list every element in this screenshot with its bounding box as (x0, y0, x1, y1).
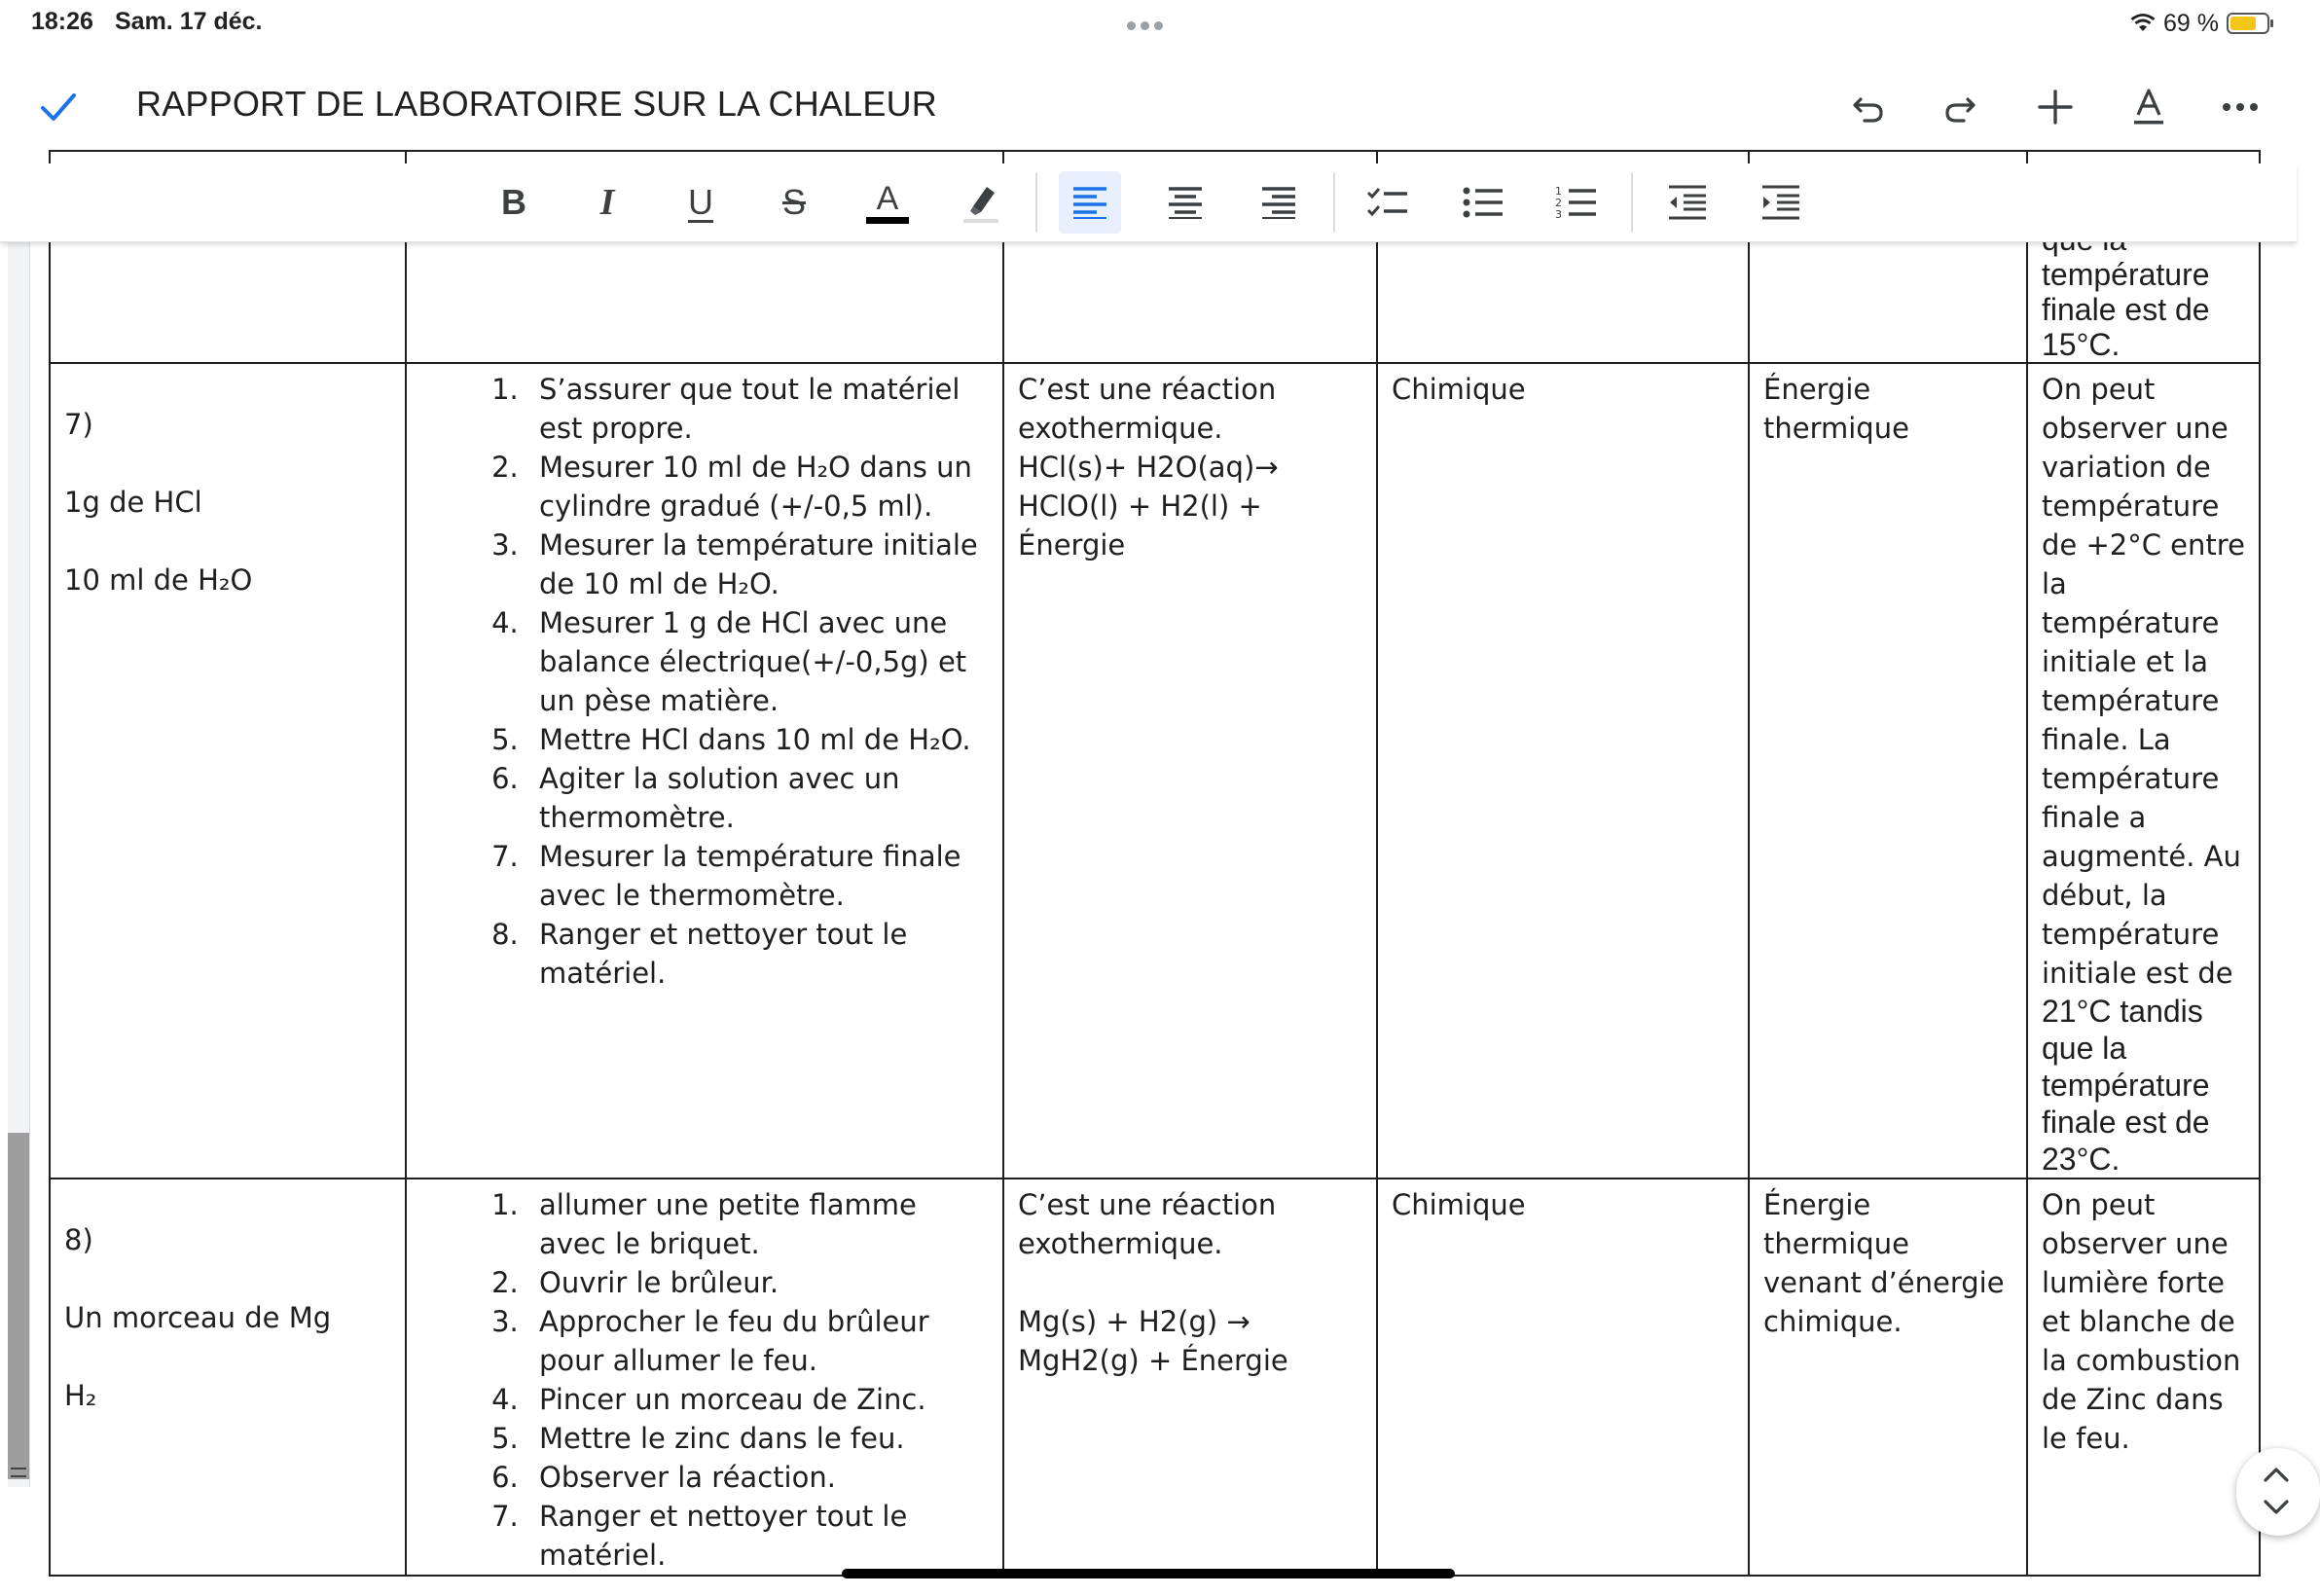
wifi-icon (2130, 14, 2156, 33)
decrease-indent-button[interactable] (1656, 171, 1719, 234)
energy-cell[interactable] (1749, 363, 2027, 1179)
reaction-cell[interactable] (1003, 1179, 1377, 1576)
multitasking-dots-icon[interactable] (1127, 18, 1170, 27)
strikethrough-icon: S (781, 182, 806, 222)
row-number: 7) (64, 408, 93, 441)
align-center-button[interactable] (1154, 171, 1216, 234)
chevron-up-icon[interactable] (2262, 1466, 2291, 1483)
plus-icon (2036, 88, 2075, 127)
material-item: 10 ml de H₂O (64, 563, 253, 597)
vertical-ruler (8, 241, 30, 1487)
decrease-indent-icon (1666, 184, 1709, 221)
material-item: H₂ (64, 1379, 97, 1412)
chevron-down-icon[interactable] (2262, 1499, 2291, 1516)
bulleted-list-icon (1462, 185, 1504, 220)
svg-text:1: 1 (1555, 185, 1562, 198)
align-left-button[interactable] (1059, 171, 1121, 234)
list-item: 6. Agiter la solution avec un thermomètre. (527, 759, 989, 837)
reaction-text: C’est une réaction exothermique. (1018, 1188, 1277, 1260)
redo-button[interactable] (1933, 80, 1987, 134)
toolbar-separator (1631, 173, 1633, 232)
doc-header (0, 47, 2297, 163)
increase-indent-icon (1759, 184, 1802, 221)
checklist-button[interactable] (1357, 171, 1419, 234)
align-right-icon (1259, 185, 1298, 220)
undo-icon (1849, 88, 1888, 127)
observation-text: On peut observer une lumière forte et blanche de la combustion de Zinc dans le feu. (2042, 1188, 2241, 1455)
highlight-icon (958, 179, 1004, 226)
energy-cell[interactable] (1749, 1179, 2027, 1576)
reaction-type: Chimique (1392, 373, 1526, 406)
battery-icon (2227, 13, 2269, 34)
ruler-handle-icon[interactable] (11, 1468, 26, 1477)
status-bar (0, 0, 2297, 47)
underline-button[interactable] (670, 171, 732, 234)
bold-button[interactable] (483, 171, 545, 234)
highlight-button[interactable] (950, 171, 1012, 234)
align-left-icon (1070, 185, 1109, 220)
table-row (50, 363, 2260, 1179)
steps-list (420, 370, 989, 993)
battery-percent: 69 % (2163, 9, 2219, 37)
lab-table (49, 150, 2261, 1577)
document-canvas[interactable] (0, 241, 2297, 1596)
observation-text: On peut observer une variation de température de +2°C entre la température initiale et la température finale. La température finale a augmenté. Au début, la température initiale est de (2042, 373, 2245, 990)
reaction-type: Chimique (1392, 1188, 1526, 1221)
energy-type: Énergie thermique (1763, 373, 1909, 445)
list-item: 4. Mesurer 1 g de HCl avec une balance électrique(+/-0,5g) et un pèse matière. (527, 603, 989, 720)
text-color-letter: A (876, 179, 899, 217)
obs-line: 15°C. (2042, 327, 2121, 362)
more-options-button[interactable] (2213, 80, 2267, 134)
type-cell[interactable] (1377, 1179, 1749, 1576)
undo-button[interactable] (1841, 80, 1896, 134)
obs-line: température (2042, 257, 2210, 292)
status-date: Sam. 17 déc. (115, 8, 263, 35)
document-title[interactable]: RAPPORT DE LABORATOIRE SUR LA CHALEUR (136, 84, 937, 124)
svg-text:2: 2 (1555, 197, 1562, 209)
more-horizontal-icon (2221, 101, 2260, 113)
list-item: 4. Pincer un morceau de Zinc. (527, 1380, 989, 1419)
reaction-cell[interactable] (1003, 363, 1377, 1179)
align-right-button[interactable] (1248, 171, 1310, 234)
bulleted-list-button[interactable] (1452, 171, 1514, 234)
numbered-list-icon (1555, 184, 1598, 221)
material-item: 1g de HCl (64, 486, 202, 519)
reaction-equation: HCl(s)+ H2O(aq)→ (1018, 451, 1279, 484)
numbered-list-button[interactable] (1545, 171, 1608, 234)
checklist-icon (1366, 185, 1409, 220)
list-item: 2. Ouvrir le brûleur. (527, 1263, 989, 1302)
reaction-text: C’est une réaction exothermique. (1018, 373, 1277, 445)
insert-button[interactable] (2028, 80, 2083, 134)
steps-cell[interactable] (406, 363, 1003, 1179)
ruler-margin (8, 1133, 29, 1479)
observation-text: 21°C tandis que la température finale est de 23°C. (2042, 994, 2210, 1177)
status-time: 18:26 (31, 8, 93, 35)
row-number: 8) (64, 1223, 93, 1256)
text-color-icon (866, 179, 909, 224)
obs-line: finale est de (2042, 292, 2210, 327)
increase-indent-button[interactable] (1750, 171, 1812, 234)
list-item: 1. allumer une petite flamme avec le briquet. (527, 1185, 989, 1263)
toolbar-separator (1035, 173, 1037, 232)
list-item: 2. Mesurer 10 ml de H₂O dans un cylindre gradué (+/-0,5 ml). (527, 448, 989, 526)
italic-icon: I (599, 182, 615, 223)
scroll-control[interactable] (2236, 1448, 2320, 1536)
material-item: Un morceau de Mg (64, 1301, 332, 1334)
list-item: 5. Mettre le zinc dans le feu. (527, 1419, 989, 1458)
list-item: 7. Ranger et nettoyer tout le matériel. (527, 1497, 989, 1575)
observation-cell[interactable] (2027, 363, 2260, 1179)
reaction-equation: HClO(l) + H2(l) + Énergie (1018, 490, 1262, 562)
list-item: 1. S’assurer que tout le matériel est propre. (527, 370, 989, 448)
materials-cell[interactable] (50, 1179, 406, 1576)
list-item: 6. Observer la réaction. (527, 1458, 989, 1497)
bold-icon: B (501, 182, 526, 222)
reaction-equation: Mg(s) + H2(g) → MgH2(g) + Énergie (1018, 1305, 1288, 1377)
materials-cell[interactable] (50, 363, 406, 1179)
text-format-icon (2129, 86, 2168, 128)
format-text-button[interactable] (2121, 80, 2176, 134)
observation-cell[interactable] (2027, 1179, 2260, 1576)
steps-list (420, 1185, 989, 1575)
text-color-button[interactable] (856, 171, 919, 234)
list-item: 5. Mettre HCl dans 10 ml de H₂O. (527, 720, 989, 759)
list-item: 8. Ranger et nettoyer tout le matériel. (527, 915, 989, 993)
energy-type: Énergie thermique venant d’énergie chimique. (1763, 1188, 2005, 1338)
align-center-icon (1166, 185, 1205, 220)
type-cell[interactable] (1377, 363, 1749, 1179)
italic-button[interactable] (576, 171, 638, 234)
home-indicator[interactable] (842, 1569, 1455, 1578)
toolbar-separator (1333, 173, 1335, 232)
status-indicators (2130, 8, 2269, 39)
table-row (50, 1179, 2260, 1576)
done-check-icon[interactable] (37, 86, 80, 128)
underline-icon: U (688, 182, 713, 222)
steps-cell[interactable] (406, 1179, 1003, 1576)
svg-text:3: 3 (1555, 208, 1562, 221)
format-toolbar (0, 163, 2297, 242)
list-item: 7. Mesurer la température finale avec le thermomètre. (527, 837, 989, 915)
list-item: 3. Approcher le feu du brûleur pour allumer le feu. (527, 1302, 989, 1380)
list-item: 3. Mesurer la température initiale de 10 ml de H₂O. (527, 526, 989, 603)
strikethrough-button[interactable] (763, 171, 825, 234)
redo-icon (1940, 88, 1979, 127)
